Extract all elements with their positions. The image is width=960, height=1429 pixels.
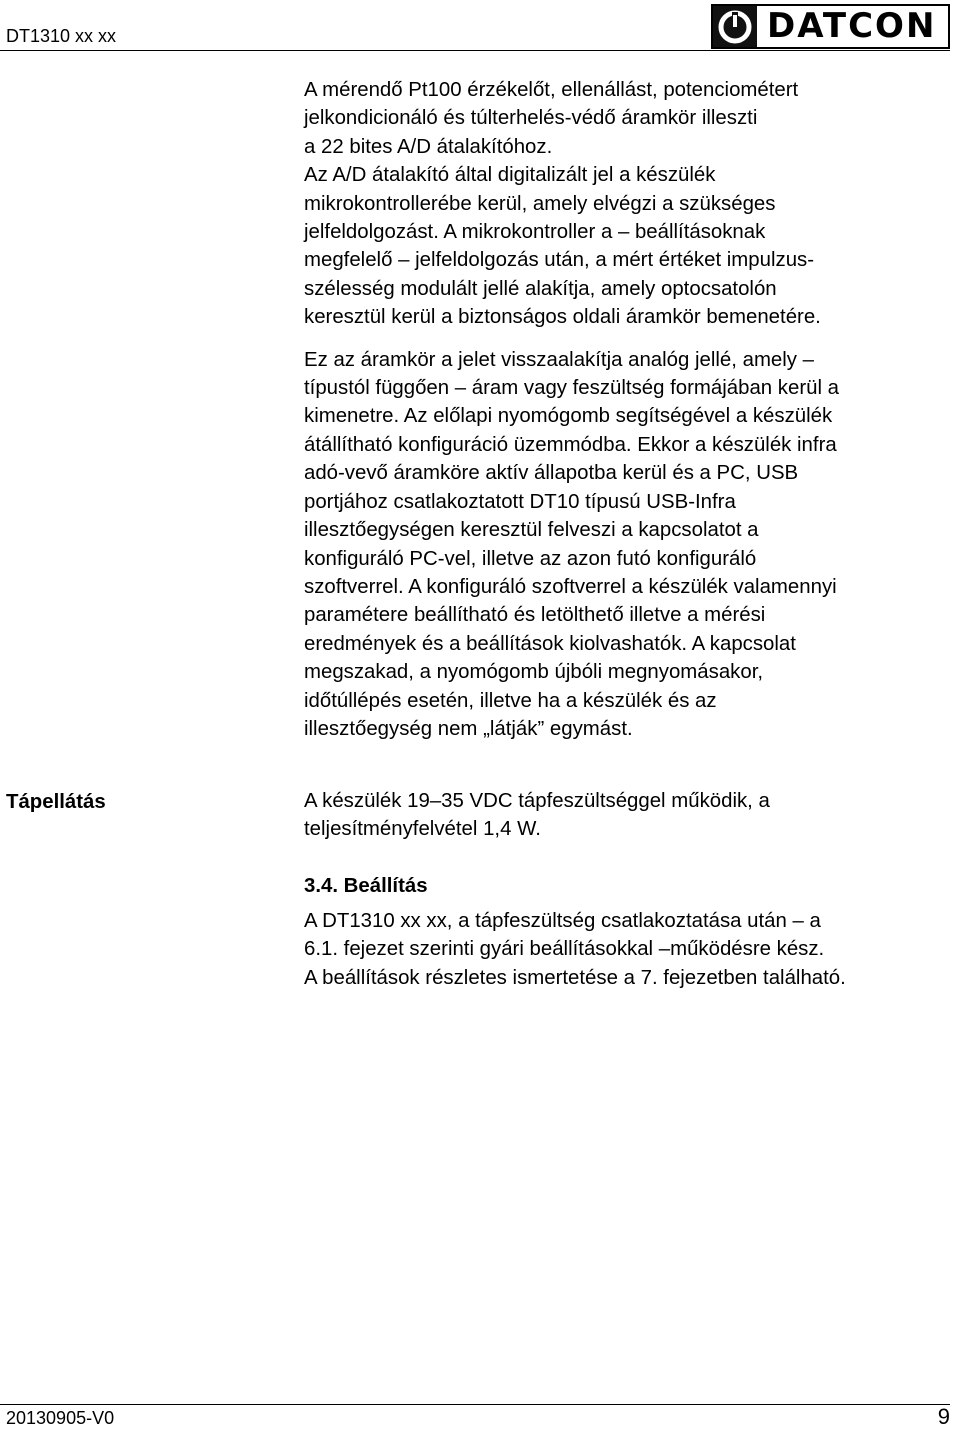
paragraph-measurement <box>304 76 960 332</box>
body-line: kimenetre. Az előlapi nyomógomb segítségével a készülék <box>304 405 833 428</box>
logo-mark-icon <box>713 6 757 47</box>
body-line: konfiguráló PC-vel, illetve az azon futó konfiguráló <box>304 547 757 570</box>
body-line: Az A/D átalakító által digitalizált jel a készülék <box>304 164 716 187</box>
body-line: jelfeldolgozást. A mikrokontroller a – beállításoknak <box>304 221 766 244</box>
datcon-logo <box>711 4 950 49</box>
body-line: eredmények és a beállítások kiolvashatók. A kapcsolat <box>304 632 796 655</box>
section-body <box>304 907 960 992</box>
body-line: teljesítményfelvétel 1,4 W. <box>304 818 541 841</box>
section-heading: 3.4. Beállítás <box>304 875 428 897</box>
document-version: 20130905-V0 <box>6 1408 115 1428</box>
body-line: szoftverrel. A konfiguráló szoftverrel a készülék valamennyi <box>304 575 837 598</box>
body-line: adó-vevő áramköre aktív állapotba kerül és a PC, USB <box>304 462 799 485</box>
body-line: átállítható konfiguráció üzemmódba. Ekkor a készülék infra <box>304 433 837 456</box>
body-line: A DT1310 xx xx, a tápfeszültség csatlakoztatása után – a <box>304 910 821 932</box>
body-line: keresztül kerül a biztonságos oldali áramkör bemenetére. <box>304 306 821 329</box>
body-line: paramétere beállítható és letölthető illetve a mérési <box>304 604 766 627</box>
body-line: A készülék 19–35 VDC tápfeszültséggel működik, a <box>304 790 770 812</box>
paragraph-output <box>304 346 960 744</box>
logo-wordmark: DATCON <box>767 6 937 46</box>
body-line: A beállítások részletes ismertetése a 7. fejezetben található. <box>304 966 846 989</box>
body-line: időtúllépés esetén, illetve ha a készülék és az <box>304 689 717 712</box>
body-line: a 22 bites A/D átalakítóhoz. <box>304 135 553 158</box>
body-line: A mérendő Pt100 érzékelőt, ellenállást, potenciométert <box>304 79 799 101</box>
body-line: Ez az áramkör a jelet visszaalakítja analóg jellé, amely – <box>304 348 815 371</box>
power-supply-text <box>304 787 960 844</box>
power-supply-label: Tápellátás <box>6 791 106 813</box>
body-line: megszakad, a nyomógomb újbóli megnyomásakor, <box>304 661 764 684</box>
body-line: jelkondicionáló és túlterhelés-védő áramkör illeszti <box>304 107 758 130</box>
document-title: DT1310 xx xx <box>6 26 117 46</box>
description-body <box>304 76 960 743</box>
body-line: illesztőegység nem „látják” egymást. <box>304 717 633 740</box>
body-line: szélesség modulált jellé alakítja, amely optocsatolón <box>304 277 777 300</box>
body-line: típustól függően – áram vagy feszültség formájában kerül a <box>304 377 839 400</box>
body-line: portjához csatlakoztatott DT10 típusú USB-Infra <box>304 490 736 513</box>
header-divider <box>0 50 950 51</box>
page-number: 9 <box>937 1404 950 1429</box>
logo-circle-icon <box>718 10 752 44</box>
body-line: illesztőegységen keresztül felveszi a kapcsolatot a <box>304 519 759 542</box>
footer-divider <box>0 1404 950 1405</box>
body-line: mikrokontrollerébe kerül, amely elvégzi a szükséges <box>304 192 776 215</box>
body-line: 6.1. fejezet szerinti gyári beállításokkal –működésre kész. <box>304 938 825 961</box>
body-line: megfelelő – jelfeldolgozás után, a mért értéket impulzus- <box>304 249 815 272</box>
page-header <box>0 0 960 52</box>
